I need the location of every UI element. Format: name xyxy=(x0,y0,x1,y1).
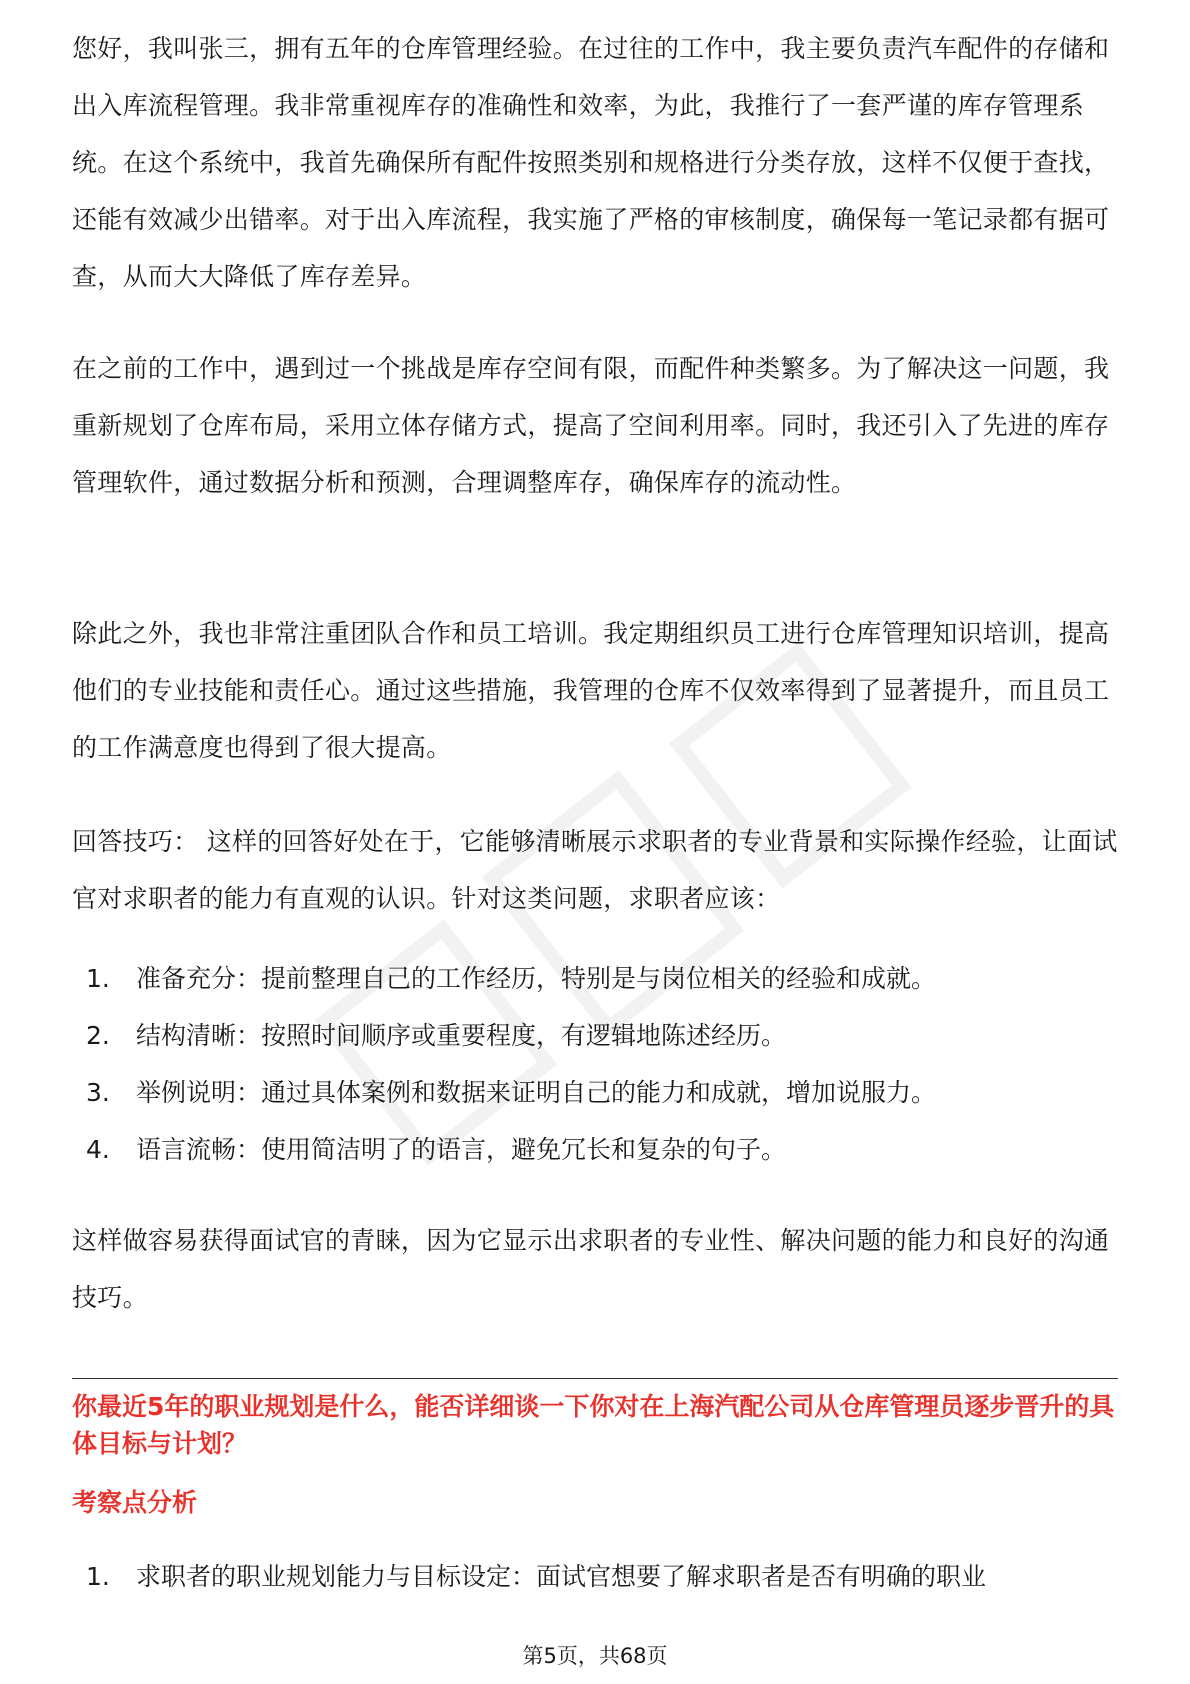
list-item-text: 语言流畅：使用简洁明了的语言，避免冗长和复杂的句子。 xyxy=(136,1135,787,1164)
answer-paragraph-3: 除此之外，我也非常注重团队合作和员工培训。我定期组织员工进行仓库管理知识培训，提高他们的专业技能和责任心。通过这些措施，我管理的仓库不仅效率得到了显著提升，而且员工的工作满意度也得到了很大提高。 xyxy=(72,619,1110,762)
tips-conclusion: 这样做容易获得面试官的青睐，因为它显示出求职者的专业性、解决问题的能力和良好的沟通技巧。 xyxy=(72,1226,1110,1312)
list-item-text: 求职者的职业规划能力与目标设定：面试官想要了解求职者是否有明确的职业 xyxy=(136,1562,987,1591)
list-item-number: 3. xyxy=(86,1078,110,1107)
list-item xyxy=(72,950,1118,1007)
list-item-text: 准备充分：提前整理自己的工作经历，特别是与岗位相关的经验和成就。 xyxy=(136,964,937,993)
list-item-number: 2. xyxy=(86,1021,110,1050)
question-heading: 你最近5年的职业规划是什么，能否详细谈一下你对在上海汽配公司从仓库管理员逐步晋升的具体目标与计划？ xyxy=(72,1392,1115,1458)
list-item-number: 4. xyxy=(86,1135,110,1164)
list-item xyxy=(72,1007,1118,1064)
list-item-text: 结构清晰：按照时间顺序或重要程度，有逻辑地陈述经历。 xyxy=(136,1021,787,1050)
list-item-number: 1. xyxy=(86,964,110,993)
analysis-heading: 考察点分析 xyxy=(72,1488,198,1517)
list-item-number: 1. xyxy=(86,1562,110,1591)
answer-paragraph-2: 在之前的工作中，遇到过一个挑战是库存空间有限，而配件种类繁多。为了解决这一问题，我重新规划了仓库布局，采用立体存储方式，提高了空间利用率。同时，我还引入了先进的库存管理软件，通过数据分析和预测，合理调整库存，确保库存的流动性。 xyxy=(72,354,1110,497)
tips-intro: 回答技巧： 这样的回答好处在于，它能够清晰展示求职者的专业背景和实际操作经验，让面试官对求职者的能力有直观的认识。针对这类问题，求职者应该： xyxy=(72,827,1118,913)
list-item-text: 举例说明：通过具体案例和数据来证明自己的能力和成就，增加说服力。 xyxy=(136,1078,937,1107)
list-item xyxy=(72,1121,1118,1178)
page-footer: 第5页，共68页 xyxy=(522,1644,668,1668)
tips-list xyxy=(72,950,1118,1178)
section-divider xyxy=(72,1378,1118,1379)
list-item xyxy=(72,1064,1118,1121)
answer-paragraph-1: 您好，我叫张三，拥有五年的仓库管理经验。在过往的工作中，我主要负责汽车配件的存储和出入库流程管理。我非常重视库存的准确性和效率，为此，我推行了一套严谨的库存管理系统。在这个系统中，我首先确保所有配件按照类别和规格进行分类存放，这样不仅便于查找，还能有效减少出错率。对于出入库流程，我实施了严格的审核制度，确保每一笔记录都有据可查，从而大大降低了库存差异。 xyxy=(72,34,1110,291)
list-item xyxy=(72,1548,1118,1605)
analysis-list xyxy=(72,1548,1118,1605)
